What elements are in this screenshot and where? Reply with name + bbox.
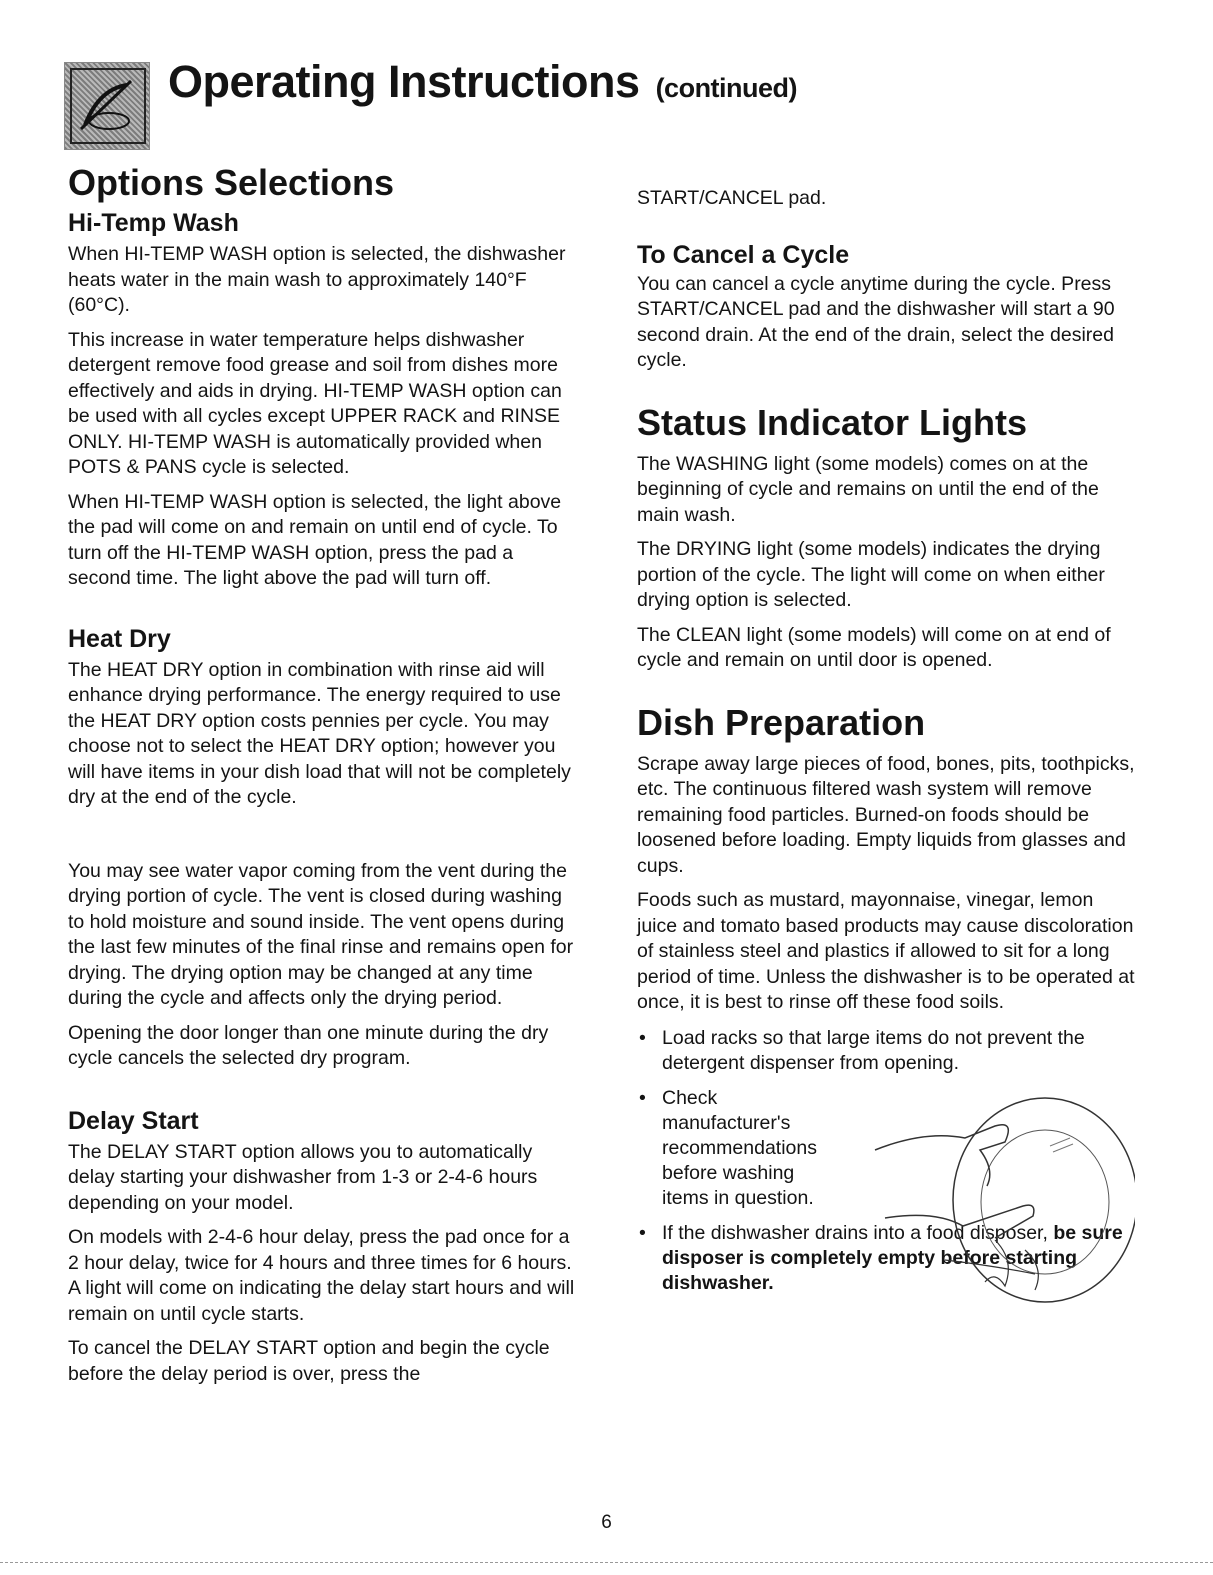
prep-paragraph-1: Scrape away large pieces of food, bones, pits, toothpicks, etc. The continuous filtered wash system will remove remaining food particles. Burned-on foods should be loosened before loading. Empty liquids from glasses and cups.	[637, 752, 1135, 877]
bullet-3-text: If the dishwasher drains into a food disposer,	[662, 1221, 1054, 1244]
status-paragraph-2: The DRYING light (some models) indicates the drying portion of the cycle. The light will come on when either drying option is selected.	[637, 538, 1105, 611]
options-selections-heading: Options Selections	[68, 162, 395, 203]
left-column	[68, 160, 578, 1387]
delay-start-paragraph-3: To cancel the DELAY START option and begin the cycle before the delay period is over, press the	[68, 1337, 550, 1385]
cancel-cycle-heading: To Cancel a Cycle	[637, 240, 850, 269]
dishwasher-manual-icon	[64, 62, 150, 150]
delay-start-paragraph-2: On models with 2-4-6 hour delay, press the pad once for a 2 hour delay, twice for 4 hours and three times for 6 hours. A light will come on indicating the delay start hours and will remain on until cycle starts.	[68, 1226, 575, 1325]
hi-temp-paragraph-3: When HI-TEMP WASH option is selected, the light above the pad will come on and remain on until end of cycle. To turn off the HI-TEMP WASH option, press the pad a second time. The light above the pad will turn off.	[68, 490, 562, 589]
status-lights-heading: Status Indicator Lights	[637, 401, 1028, 443]
hi-temp-wash-heading: Hi-Temp Wash	[68, 209, 239, 237]
heat-dry-paragraph-2: You may see water vapor coming from the vent during the drying portion of cycle. The vent is closed during washing to hold moisture and sound inside. The vent opens during the last few minutes of the final rinse and remains open for drying. The drying option may be changed at any time during the cycle and affects only the drying period.	[68, 859, 574, 1009]
bullet-3-emphasis: be sure disposer is completely empty before starting dishwasher.	[662, 1221, 1123, 1294]
dish-preparation-heading: Dish Preparation	[637, 701, 926, 743]
page-header	[64, 48, 1164, 158]
status-paragraph-3: The CLEAN light (some models) will come on at end of cycle and remain on until door is opened.	[637, 623, 1111, 671]
hi-temp-paragraph-2: This increase in water temperature helps dishwasher detergent remove food grease and soil from dishes more effectively and aids in drying. HI-TEMP WASH option can be used with all cycles except UPPER RACK and RINSE ONLY. HI-TEMP WASH is automatically provided when POTS & PANS cycle is selected.	[68, 328, 562, 478]
hi-temp-paragraph-1: When HI-TEMP WASH option is selected, the dishwasher heats water in the main wash to approximately 140°F (60°C).	[68, 243, 566, 316]
cancel-cycle-paragraph: You can cancel a cycle anytime during the cycle. Press START/CANCEL pad and the dishwasher will start a 90 second drain. At the end of the drain, select the desired cycle.	[637, 272, 1115, 371]
heat-dry-paragraph-3: Opening the door longer than one minute during the dry cycle cancels the selected dry program.	[68, 1021, 549, 1069]
status-paragraph-1: The WASHING light (some models) comes on at the beginning of cycle and remains on until the end of the main wash.	[637, 452, 1099, 526]
title-text: Operating Instructions	[168, 56, 640, 107]
list-item: • Load racks so that large items do not prevent the detergent dispenser from opening.	[637, 1026, 1122, 1076]
bullet-2-text: • Check manufacturer's recommendations before washing items in question.	[662, 1086, 817, 1209]
page-number: 6	[601, 1512, 612, 1533]
page-title	[168, 56, 797, 108]
title-continued: (continued)	[655, 73, 798, 103]
prep-paragraph-2: Foods such as mustard, mayonnaise, vinegar, lemon juice and tomato based products may cause discoloration of stainless steel and plastics if allowed to sit for a long period of time. Unless the dishwasher is to be operated at once, it is best to rinse off these food soils.	[637, 889, 1135, 1013]
continuation-text: START/CANCEL pad.	[637, 187, 827, 209]
delay-start-paragraph-1: The DELAY START option allows you to automatically delay starting your dishwasher from 1-3 or 2-4-6 hours depending on your model.	[68, 1140, 538, 1214]
delay-start-heading: Delay Start	[68, 1106, 199, 1135]
heat-dry-paragraph-1: The HEAT DRY option in combination with rinse aid will enhance drying performance. The energy required to use the HEAT DRY option costs pennies per cycle. You may choose not to select the HEAT DRY option; however you will have items in your dish load that will not be completely dry at the end of the cycle.	[68, 658, 571, 808]
bottom-rule	[0, 1562, 1213, 1563]
scraping-plate-icon	[845, 1090, 1135, 1320]
heat-dry-heading: Heat Dry	[68, 624, 171, 653]
